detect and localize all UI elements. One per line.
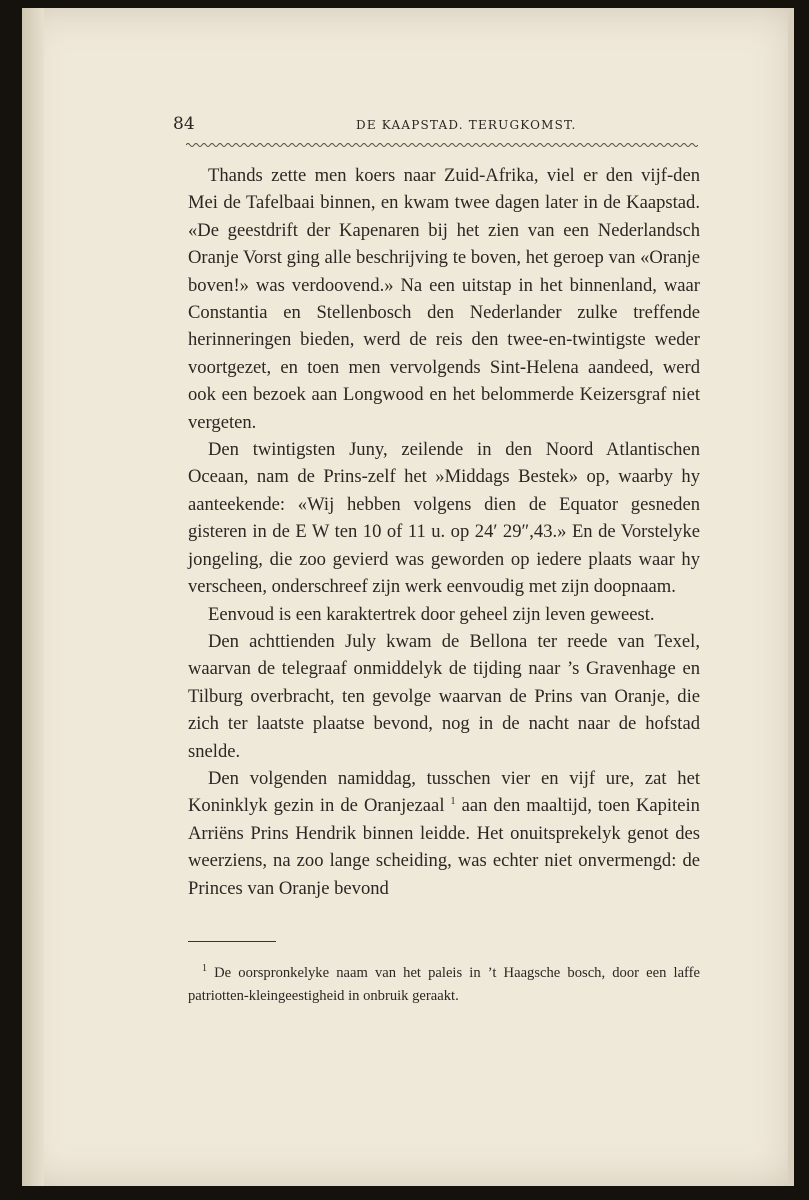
body-text	[188, 162, 700, 902]
paragraph-4: Den achttienden July kwam de Bellona ter reede van Texel, waarvan de telegraaf onmiddelyk de tijding naar ’s Gravenhage en Tilburg overbracht, ten gevolge waarvan de Prins van Oranje, die zich ter laatste plaatse bevond, nog in de nacht naar de hofstad snelde.	[188, 630, 700, 762]
paragraph-5-start: Den volgenden namiddag, tusschen vier en vijf ure, zat het Koninklyk gezin in de Oranjezaal	[188, 767, 700, 817]
running-title: DE KAAPSTAD. TERUGKOMST.	[356, 118, 577, 132]
footnote-rule	[188, 941, 276, 942]
page-number: 84	[173, 114, 195, 134]
paragraph-5-end: aan den maaltijd, toen Kapitein Arriëns Prins Hendrik binnen leidde. Het onuitsprekelyk genot des weerziens, na zoo lange scheiding, was echter niet onvermengd: de Princes van Oranje bevond	[188, 795, 700, 899]
paragraph-5	[188, 765, 700, 902]
footnote-reference: 1	[450, 796, 456, 808]
paragraph-3: Eenvoud is een karaktertrek door geheel zijn leven geweest.	[208, 603, 655, 625]
page-edge	[788, 8, 794, 1186]
paragraph-1: Thands zette men koers naar Zuid-Afrika, viel er den vijf-den Mei de Tafelbaai binnen, en kwam twee dagen later in de Kaapstad. «De geestdrift der Kapenaren bij het zien van een Nederlandsch Oranje Vorst ging alle beschrijving te boven, het geroep van «Oranje boven!» was verdoovend.» Na een uitstap in het binnenland, waar Constantia en Stellenbosch den Nederlander zulke treffende herinneringen bieden, werd de reis den twee-en-twintigste weder voortgezet, en toen men vervolgends Sint-Helena aandeed, werd ook een bezoek aan Longwood en het belommerde Keizersgraf niet vergeten.	[188, 165, 700, 433]
page-header	[173, 114, 698, 136]
paragraph-2: Den twintigsten Juny, zeilende in den Noord Atlantischen Oceaan, nam de Prins-zelf het »Middags Bestek» op, waarby hy aanteekende: «Wij hebben volgens dien de Equator gesneden gisteren in de E W ten 10 of 11 u. op 24′ 29″,43.» En de Vorstelyke jongeling, die zoo gevierd was geworden op iedere plaats waar hy verscheen, onderschreef zijn werk eenvoudig met zijn doopnaam.	[188, 439, 700, 598]
footnote-marker: 1	[202, 963, 207, 975]
footnote-text: De oorspronkelyke naam van het paleis in ’t Haagsche bosch, door een laffe patriotten-kleingeestigheid in onbruik geraakt.	[188, 965, 700, 1004]
footnote	[188, 962, 700, 1008]
header-wavy-rule	[186, 141, 698, 149]
page-spine	[22, 8, 44, 1186]
